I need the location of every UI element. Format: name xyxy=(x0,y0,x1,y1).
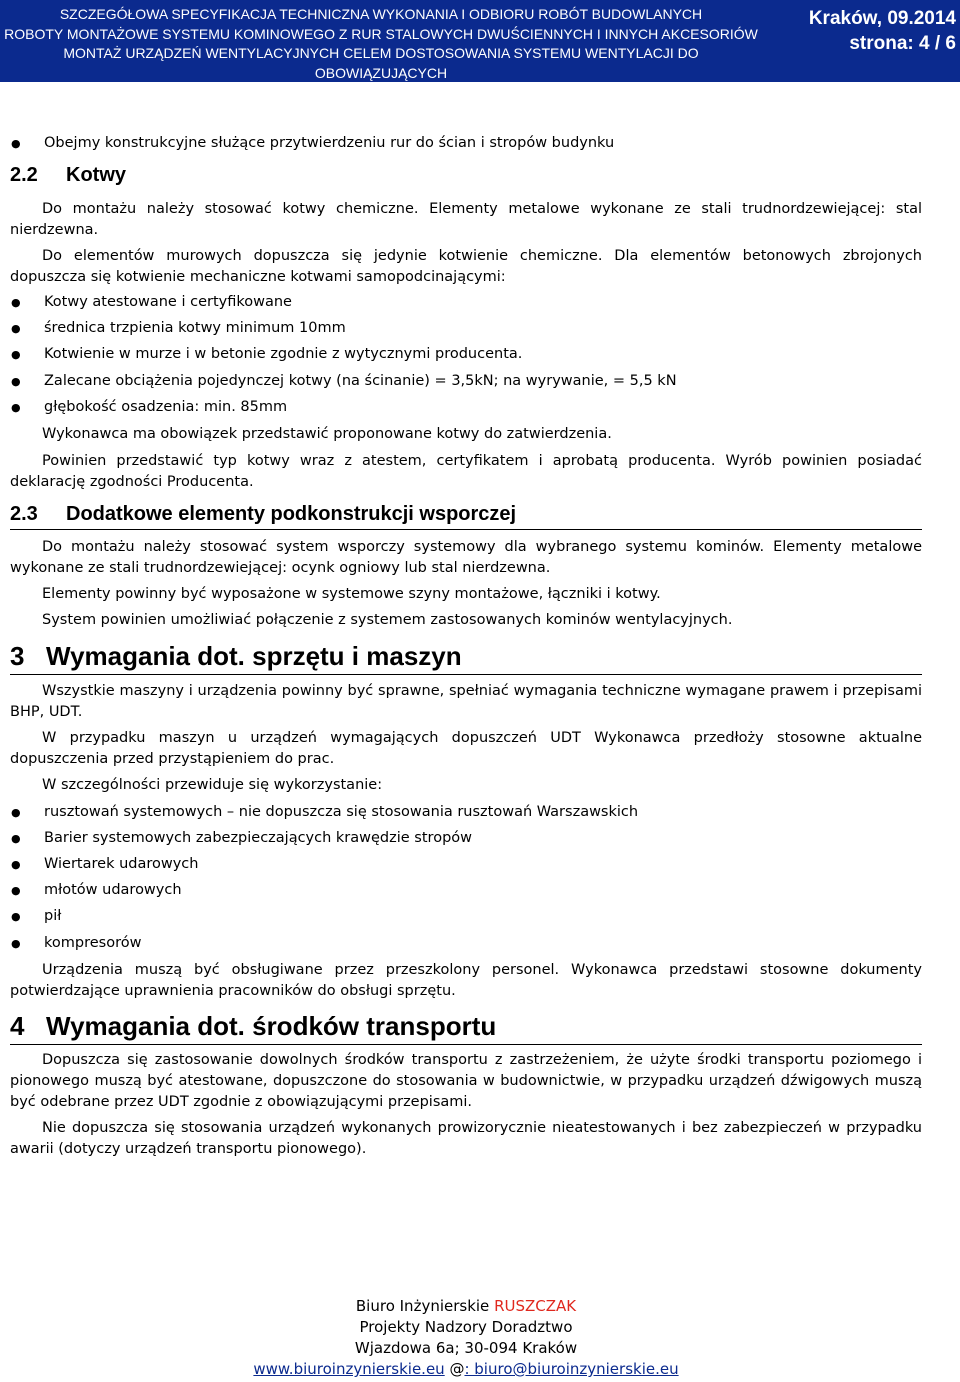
paragraph: W szczególności przewiduje się wykorzystanie: xyxy=(42,777,383,793)
bullet-dot-icon: ● xyxy=(11,806,21,819)
email-link[interactable]: : biuro@biuroinzynierskie.eu xyxy=(464,1360,679,1378)
header-title-line: SZCZEGÓŁOWA SPECYFIKACJA TECHNICZNA WYKONANIA I ODBIORU ROBÓT BUDOWLANYCH xyxy=(59,6,703,22)
header-title-line: ROBOTY MONTAŻOWE SYSTEMU KOMINOWEGO Z RUR STALOWYCH DWUŚCIENNYCH I INNYCH AKCESORIÓW xyxy=(4,25,758,42)
paragraph: Nie dopuszcza się stosowania urządzeń wykonanych prowizorycznie nieatestowanych i bez zabezpieczeń w przypadku awarii (dotyczy urządzeń transportu pionowego). xyxy=(10,1120,922,1157)
paragraph: W przypadku maszyn u urządzeń wymagających dopuszczeń UDT Wykonawca przedłoży stosowne aktualne dopuszczenia przed przystąpieniem do prac. xyxy=(10,730,922,767)
bullet-dot-icon: ● xyxy=(11,401,21,414)
section-heading-2-3: 2.3 Dodatkowe elementy podkonstrukcji wsporczej xyxy=(10,503,922,530)
section-heading-3: 3 Wymagania dot. sprzętu i maszyn xyxy=(10,641,922,675)
bullet-dot-icon: ● xyxy=(11,296,21,309)
paragraph: Elementy powinny być wyposażone w systemowe szyny montażowe, łączniki i kotwy. xyxy=(42,586,661,602)
list-item: ● Kotwienie w murze i w betonie zgodnie z wytycznymi producenta. xyxy=(44,344,522,365)
footer-contact: www.biuroinzynierskie.eu @: biuro@biuroinzynierskie.eu xyxy=(253,1360,679,1378)
website-link[interactable]: www.biuroinzynierskie.eu xyxy=(253,1360,445,1378)
bullet-dot-icon: ● xyxy=(11,937,21,950)
bullet-dot-icon: ● xyxy=(11,910,21,923)
list-item: ● Obejmy konstrukcyjne służące przytwierdzeniu rur do ścian i stropów budynku xyxy=(44,133,614,154)
list-item: ● Zalecane obciążenia pojedynczej kotwy (na ścinanie) = 3,5kN; na wyrywanie, = 5,5 kN xyxy=(44,371,677,392)
bullet-dot-icon: ● xyxy=(11,322,21,335)
paragraph: Do elementów murowych dopuszcza się jedynie kotwienie chemiczne. Dla elementów betonowych zbrojonych dopuszcza się kotwienie mechaniczne kotwami samopodcinającymi: xyxy=(10,248,922,285)
paragraph: Do montażu należy stosować system wsporczy systemowy dla wybranego systemu kominów. Elementy metalowe wykonane ze stali trudnordzewiejącej: ocynk ogniowy lub stal nierdzewna. xyxy=(10,539,922,576)
footer-company: Biuro Inżynierskie RUSZCZAK xyxy=(355,1297,577,1315)
bullet-dot-icon: ● xyxy=(11,375,21,388)
page-header xyxy=(0,0,960,100)
header-page-number: strona: 4 / 6 xyxy=(849,33,956,54)
footer-address: Wjazdowa 6a; 30-094 Kraków xyxy=(354,1339,578,1357)
footer-company-brand: RUSZCZAK xyxy=(494,1297,577,1315)
list-item: ● pił xyxy=(44,906,61,927)
paragraph: Wszystkie maszyny i urządzenia powinny być sprawne, spełniać wymagania techniczne wymagane prawem i przepisami BHP, UDT. xyxy=(10,683,922,720)
footer-services: Projekty Nadzory Doradztwo xyxy=(359,1318,573,1336)
list-item: ● młotów udarowych xyxy=(44,880,182,901)
list-item: ● Wiertarek udarowych xyxy=(44,854,198,875)
list-item: ● średnica trzpienia kotwy minimum 10mm xyxy=(44,318,346,339)
paragraph: Dopuszcza się zastosowanie dowolnych środków transportu z zastrzeżeniem, że użyte środki transportu poziomego i pionowego muszą być atestowane, dopuszczone do stosowania w budownictwie, w przypadku urządzeń dźwigowych muszą być odebrane przez UDT zgodnie z obowiązującymi przepisami. xyxy=(10,1052,922,1110)
paragraph: System powinien umożliwiać połączenie z systemem zastosowanych kominów wentylacyjnych. xyxy=(42,612,733,628)
paragraph: Wykonawca ma obowiązek przedstawić proponowane kotwy do zatwierdzenia. xyxy=(42,426,612,442)
section-heading-2-2: 2.2 Kotwy xyxy=(10,164,126,186)
header-title-line: MONTAŻ URZĄDZEŃ WENTYLACYJNYCH CELEM DOSTOSOWANIA SYSTEMU WENTYLACJI DO OBOWIĄZUJĄCYCH xyxy=(63,45,699,81)
page-footer xyxy=(0,1296,932,1380)
paragraph: Urządzenia muszą być obsługiwane przez przeszkolony personel. Wykonawca przedstawi stosowne dokumenty potwierdzające uprawnienia pracowników do obsługi sprzętu. xyxy=(10,962,922,999)
header-title-line: PRZEPISÓW TECHNICZNYCH ; Zwardoń, Zwardoń 2, Gm. Rajcza xyxy=(171,84,591,100)
header-date: Kraków, 09.2014 xyxy=(808,8,956,29)
bullet-dot-icon: ● xyxy=(11,137,21,150)
paragraph: Do montażu należy stosować kotwy chemiczne. Elementy metalowe wykonane ze stali trudnordzewiejącej: stal nierdzewna. xyxy=(10,201,922,238)
section-heading-4: 4 Wymagania dot. środków transportu xyxy=(10,1011,922,1045)
list-item: ● głębokość osadzenia: min. 85mm xyxy=(44,397,287,418)
list-item: ● kompresorów xyxy=(44,933,141,954)
bullet-dot-icon: ● xyxy=(11,348,21,361)
bullet-dot-icon: ● xyxy=(11,832,21,845)
list-item: ● Barier systemowych zabezpieczających krawędzie stropów xyxy=(44,828,472,849)
bullet-dot-icon: ● xyxy=(11,884,21,897)
paragraph: Powinien przedstawić typ kotwy wraz z atestem, certyfikatem i aprobatą producenta. Wyrób powinien posiadać deklarację zgodności Producenta. xyxy=(10,453,922,490)
header-meta xyxy=(809,6,956,56)
list-item: ● Kotwy atestowane i certyfikowane xyxy=(44,292,292,313)
bullet-dot-icon: ● xyxy=(11,858,21,871)
list-item: ● rusztowań systemowych – nie dopuszcza się stosowania rusztowań Warszawskich xyxy=(44,802,638,823)
header-title xyxy=(0,5,762,103)
